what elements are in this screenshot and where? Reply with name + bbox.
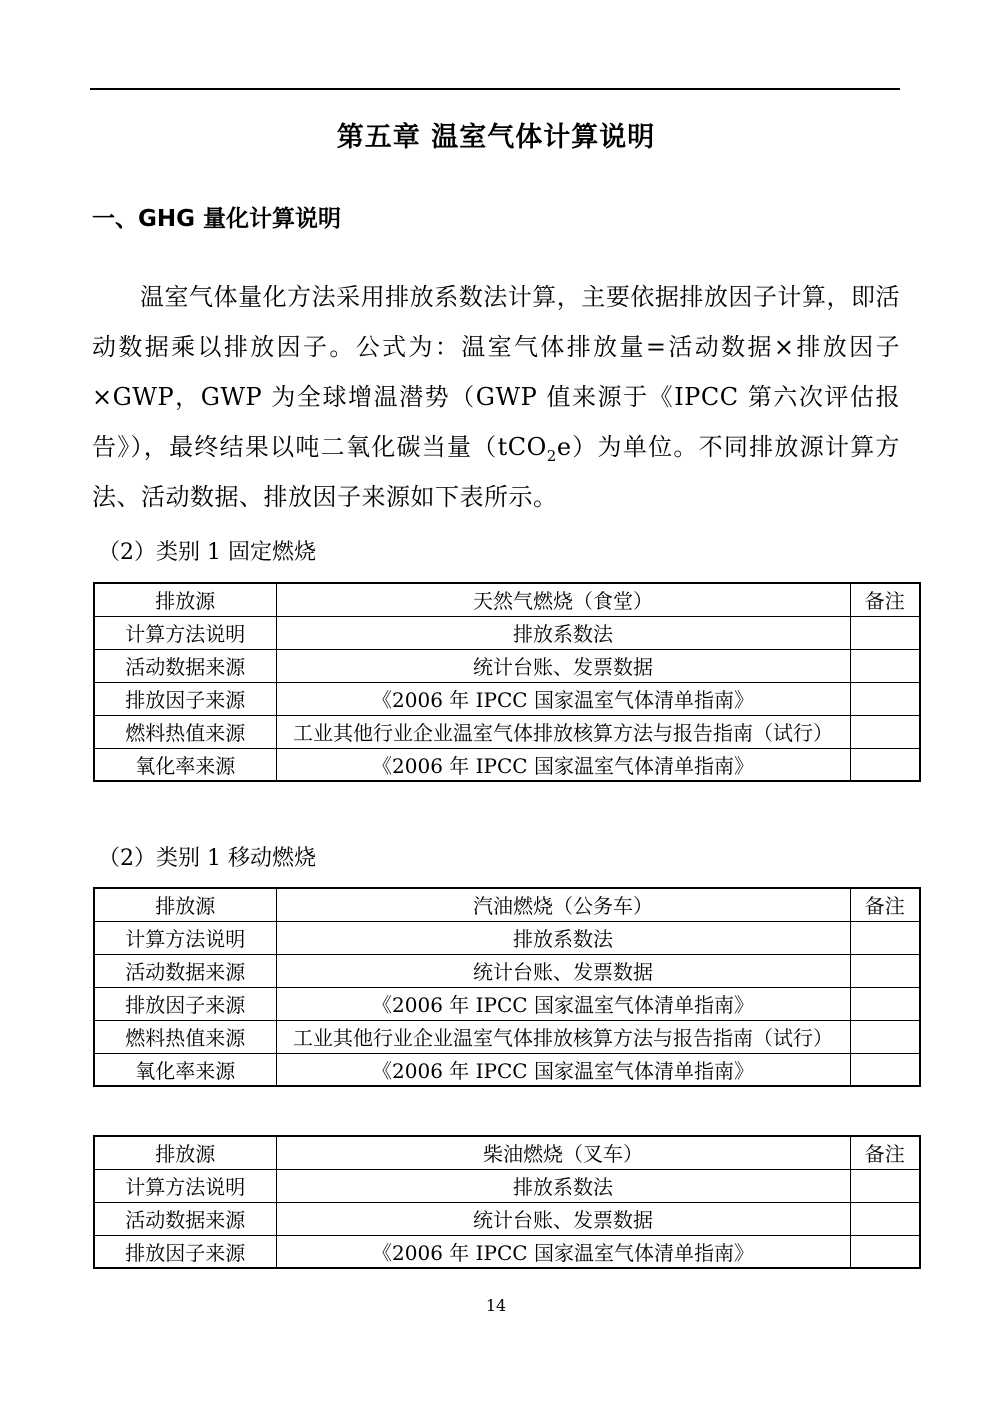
table-row — [94, 987, 920, 1020]
cell-value: 汽油燃烧（公务车） — [276, 888, 850, 921]
cell-label: 排放源 — [94, 888, 276, 921]
cell-note: 备注 — [850, 1136, 920, 1169]
cell-label: 计算方法说明 — [94, 921, 276, 954]
cell-label: 计算方法说明 — [94, 1169, 276, 1202]
table1-caption: （2）类别 1 固定燃烧 — [98, 540, 316, 565]
table-row — [94, 888, 920, 921]
cell-value: 排放系数法 — [276, 921, 850, 954]
table-row — [94, 748, 920, 781]
cell-value: 工业其他行业企业温室气体排放核算方法与报告指南（试行） — [276, 1020, 850, 1053]
cell-label: 排放因子来源 — [94, 682, 276, 715]
table-row — [94, 715, 920, 748]
cell-note: 备注 — [850, 888, 920, 921]
table-row — [94, 921, 920, 954]
cell-note — [850, 682, 920, 715]
cell-value: 《2006 年 IPCC 国家温室气体清单指南》 — [276, 682, 850, 715]
cell-note — [850, 954, 920, 987]
table-row — [94, 1020, 920, 1053]
table2-caption: （2）类别 1 移动燃烧 — [98, 846, 316, 871]
cell-note — [850, 1235, 920, 1268]
cell-label: 排放因子来源 — [94, 987, 276, 1020]
section-heading: 一、GHG 量化计算说明 — [92, 206, 342, 232]
table-row — [94, 583, 920, 616]
cell-label: 活动数据来源 — [94, 1202, 276, 1235]
co2-subscript: 2 — [546, 446, 557, 465]
cell-value: 统计台账、发票数据 — [276, 954, 850, 987]
cell-value: 《2006 年 IPCC 国家温室气体清单指南》 — [276, 1235, 850, 1268]
page-number: 14 — [485, 1296, 507, 1315]
cell-value: 《2006 年 IPCC 国家温室气体清单指南》 — [276, 1053, 850, 1086]
cell-label: 排放源 — [94, 583, 276, 616]
cell-value: 柴油燃烧（叉车） — [276, 1136, 850, 1169]
table-row — [94, 1235, 920, 1268]
cell-note — [850, 715, 920, 748]
cell-label: 排放源 — [94, 1136, 276, 1169]
table-row — [94, 649, 920, 682]
cell-note — [850, 616, 920, 649]
table-row — [94, 616, 920, 649]
cell-label: 活动数据来源 — [94, 954, 276, 987]
table-row — [94, 1169, 920, 1202]
cell-note — [850, 1169, 920, 1202]
cell-value: 排放系数法 — [276, 616, 850, 649]
body-paragraph — [92, 272, 900, 522]
cell-label: 氧化率来源 — [94, 1053, 276, 1086]
table-row — [94, 1136, 920, 1169]
mobile-combustion-gasoline-table — [93, 887, 921, 1087]
paragraph-text-part1: 温室气体量化方法采用排放系数法计算，主要依据排放因子计算，即活动数据乘以排放因子。公式为：温室气体排放量=活动数据×排放因子×GWP，GWP 为全球增温潜势（GWP 值来源于《IPCC 第六次评估报告》），最终结果以吨二氧化碳当量（tCO — [92, 283, 900, 461]
cell-value: 统计台账、发票数据 — [276, 1202, 850, 1235]
header-rule — [90, 88, 900, 90]
stationary-combustion-table — [93, 582, 921, 782]
cell-label: 排放因子来源 — [94, 1235, 276, 1268]
cell-note — [850, 1202, 920, 1235]
paragraph-text-part2: e）为单位。不同排放源计算方法、活动数据、排放因子来源如下表所示。 — [92, 433, 901, 511]
table-row — [94, 1053, 920, 1086]
cell-note — [850, 649, 920, 682]
table-row — [94, 682, 920, 715]
cell-note — [850, 987, 920, 1020]
cell-value: 排放系数法 — [276, 1169, 850, 1202]
cell-value: 天然气燃烧（食堂） — [276, 583, 850, 616]
cell-label: 燃料热值来源 — [94, 1020, 276, 1053]
cell-value: 统计台账、发票数据 — [276, 649, 850, 682]
cell-note: 备注 — [850, 583, 920, 616]
cell-label: 氧化率来源 — [94, 748, 276, 781]
page-title: 第五章 温室气体计算说明 — [336, 122, 656, 153]
mobile-combustion-diesel-table — [93, 1135, 921, 1269]
cell-note — [850, 748, 920, 781]
table-row — [94, 954, 920, 987]
cell-label: 活动数据来源 — [94, 649, 276, 682]
cell-value: 《2006 年 IPCC 国家温室气体清单指南》 — [276, 748, 850, 781]
cell-value: 《2006 年 IPCC 国家温室气体清单指南》 — [276, 987, 850, 1020]
cell-label: 计算方法说明 — [94, 616, 276, 649]
table-row — [94, 1202, 920, 1235]
cell-note — [850, 921, 920, 954]
cell-value: 工业其他行业企业温室气体排放核算方法与报告指南（试行） — [276, 715, 850, 748]
cell-note — [850, 1020, 920, 1053]
cell-label: 燃料热值来源 — [94, 715, 276, 748]
cell-note — [850, 1053, 920, 1086]
